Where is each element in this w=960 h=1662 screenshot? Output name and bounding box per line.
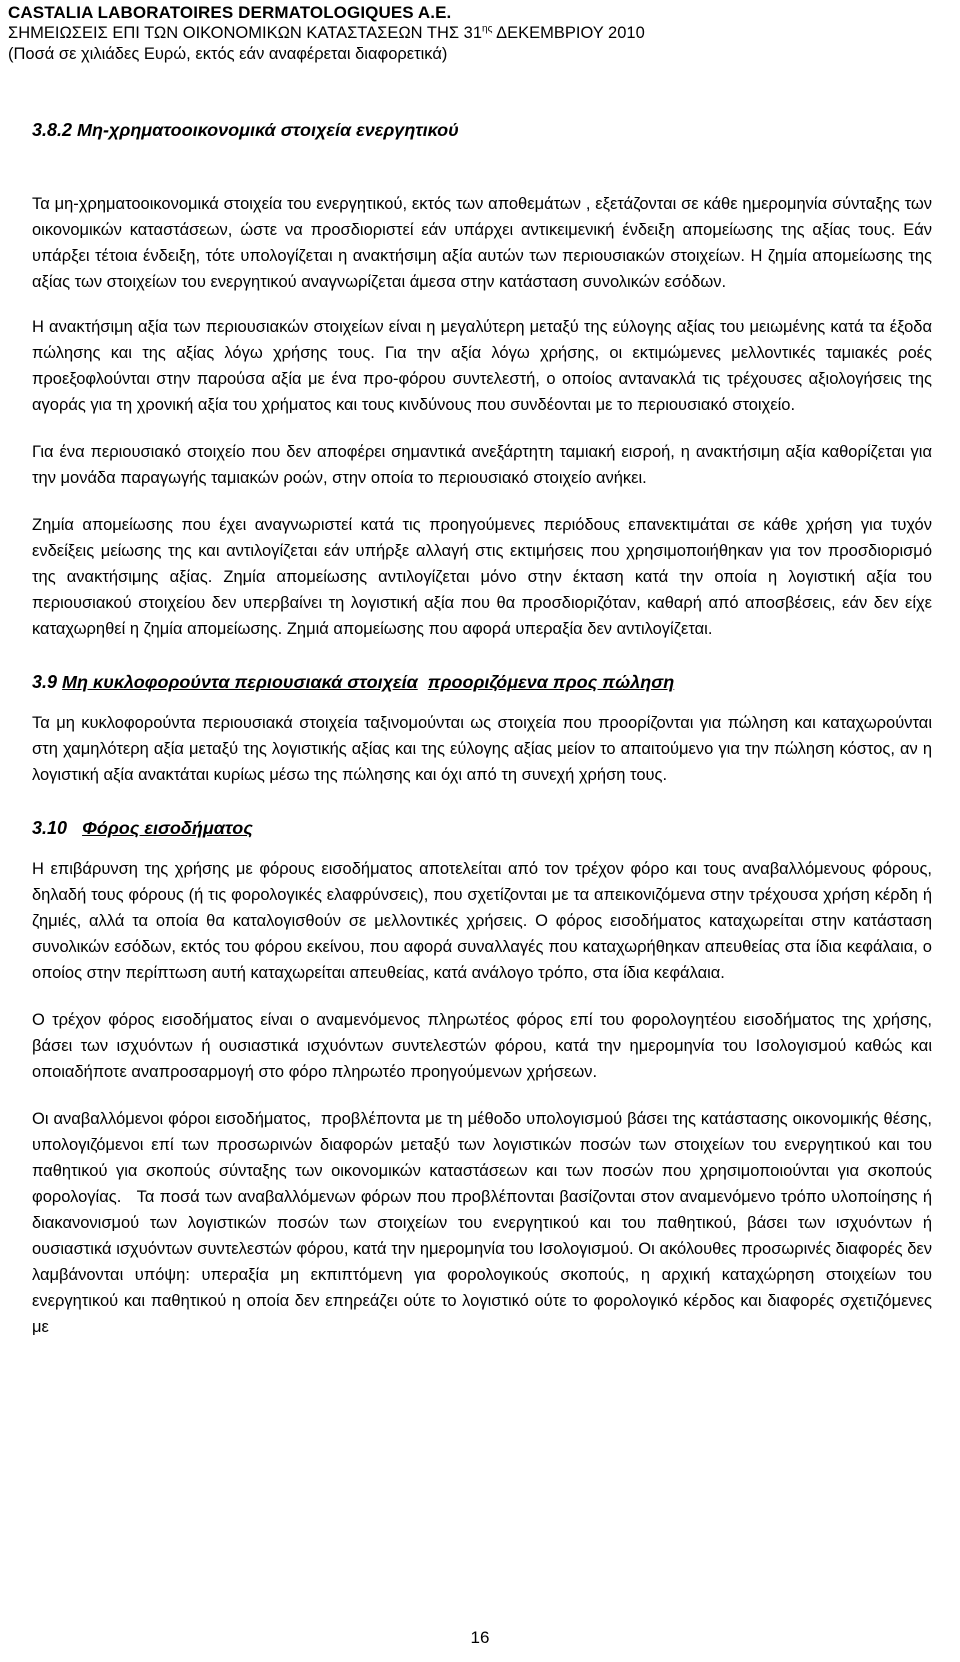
paragraph: Η επιβάρυνση της χρήσης με φόρους εισοδήματος αποτελείται από τον τρέχον φόρο και τους αναβαλλόμενους φόρους, δηλαδή τους φόρους (ή τις φορολογικές ελαφρύνσεις), που σχετίζονται με τα απεικονιζόμενα στην τρέχουσα χρήση κέρδη ή ζημιές, αλλά τα οποία θα καταλογισθούν σε μελλοντικές χρήσεις. Ο φόρος εισοδήματος καταχωρείται στην κατάσταση συνολικών εσόδων, εκτός του φόρου εκείνου, που αφορά συναλλαγές που καταχωρήθηκαν απευθείας στα ίδια κεφάλαια, ο οποίος στην περίπτωση αυτή καταχωρείται απευθείας, κατά ανάλογο τρόπο, στα ίδια κεφάλαια. <box>32 860 932 982</box>
page-number: 16 <box>470 1628 490 1647</box>
section-heading-3-8-2: 3.8.2 Μη-χρηματοοικονομικά στοιχεία ενεργητικού <box>32 120 459 140</box>
notes-title-after: ΔΕΚΕΜΒΡΙΟΥ 2010 <box>492 24 645 42</box>
paragraph: Ζημία απομείωσης που έχει αναγνωριστεί κατά τις προηγούμενες περιόδους επανεκτιμάται σε κάθε χρήση για τυχόν ενδείξεις μείωσης της και αντιλογίζεται εάν υπήρξε αλλαγή στις εκτιμήσεις που χρησιμοποιήθηκαν για τον προσδιορισμό της ανακτήσιμης αξίας. Ζημία απομείωσης αντιλογίζεται μόνο στην έκταση κατά την οποία η λογιστική αξία του περιουσιακού στοιχείου δεν υπερβαίνει τη λογιστική αξία που θα προσδιοριζόταν, καθαρή από αποσβέσεις, εάν δεν είχε καταχωρηθεί η ζημία απομείωσης. Ζημιά απομείωσης που αφορά υπεραξία δεν αντιλογίζεται. <box>32 516 932 638</box>
page-body <box>32 118 937 1340</box>
notes-title-before: ΣΗΜΕΙΩΣΕΙΣ ΕΠΙ ΤΩΝ ΟΙΚΟΝΟΜΙΚΩΝ ΚΑΤΑΣΤΑΣΕΩΝ ΤΗΣ 31 <box>8 24 483 42</box>
notes-title-sup: ης <box>482 23 493 35</box>
notes-title <box>8 23 948 44</box>
paragraph: Τα μη-χρηματοοικονομικά στοιχεία του ενεργητικού, εκτός των αποθεμάτων , εξετάζονται σε κάθε ημερομηνία σύνταξης των οικονομικών καταστάσεων, ώστε να προσδιοριστεί εάν υπάρχει αντικειμενική ένδειξη απομείωσης της αξίας τους. Εάν υπάρξει τέτοια ένδειξη, τότε υπολογίζεται η ανακτήσιμη αξία αυτών των περιουσιακών στοιχείων. Η ζημία απομείωσης της αξίας των στοιχείων του ενεργητικού αναγνωρίζεται άμεσα στην κατάσταση συνολικών εσόδων. <box>32 195 932 291</box>
paragraph: Οι αναβαλλόμενοι φόροι εισοδήματος, προβλέποντα με τη μέθοδο υπολογισμού βάσει της κατάστασης οικονομικής θέσης, υπολογιζόμενοι επί των προσωρινών διαφορών μεταξύ των λογιστικών ποσών των στοιχείων του ενεργητικού και του παθητικού για σκοπούς σύνταξης των οικονομικών καταστάσεων και των ποσών που χρησιμοποιούνται για σκοπούς φορολογίας. Τα ποσά των αναβαλλόμενων φόρων που προβλέπονται βασίζονται στον αναμενόμενο τρόπο υλοποίησης ή διακανονισμού των λογιστικών ποσών των στοιχείων του ενεργητικού και του παθητικού, βάσει των ισχυόντων ή ουσιαστικά ισχυόντων συντελεστών φόρου, κατά την ημερομηνία του Ισολογισμού. Οι ακόλουθες προσωρινές διαφορές δεν λαμβάνονται υπόψη: υπεραξία μη εκπιπτόμενη για φορολογικούς σκοπούς, η αρχική καταχώρηση στοιχείων του ενεργητικού και παθητικού η οποία δεν επηρεάζει ούτε το λογιστικό ούτε το φορολογικό κέρδος και διαφορές σχετιζόμενες με <box>32 1110 937 1336</box>
section-title-part1: Μη κυκλοφορούντα περιουσιακά στοιχεία <box>62 672 418 692</box>
currency-note: (Ποσά σε χιλιάδες Ευρώ, εκτός εάν αναφέρεται διαφορετικά) <box>8 45 448 63</box>
company-name: CASTALIA LABORATOIRES DERMATOLOGIQUES A.E. <box>8 3 452 22</box>
section-title: Φόρος εισοδήματος <box>82 818 253 838</box>
paragraph: Ο τρέχον φόρος εισοδήματος είναι ο αναμενόμενος πληρωτέος φόρος επί του φορολογητέου εισοδήματος της χρήσης, βάσει των ισχυόντων ή ουσιαστικά ισχυόντων συντελεστών φόρου, κατά την ημερομηνία του Ισολογισμού καθώς και οποιαδήποτε αναπροσαρμογή στο φόρο πληρωτέο προηγούμενων χρήσεων. <box>32 1011 932 1081</box>
paragraph: Για ένα περιουσιακό στοιχείο που δεν αποφέρει σημαντικά ανεξάρτητη ταμιακή εισροή, η ανακτήσιμη αξία καθορίζεται για την μονάδα παραγωγής ταμιακών ροών, στην οποία το περιουσιακό στοιχείο ανήκει. <box>32 443 932 487</box>
section-heading-3-9 <box>32 670 932 694</box>
section-number: 3.9 <box>32 672 58 692</box>
paragraph: Τα μη κυκλοφορούντα περιουσιακά στοιχεία ταξινομούνται ως στοιχεία που προορίζονται για πώληση και καταχωρούνται στη χαμηλότερη αξία μεταξύ της λογιστικής αξίας και της εύλογης αξίας μείον το απαιτούμενο για την πώληση κόστος, αν η λογιστική αξία ανακτάται κυρίως μέσω της πώλησης και όχι από τη συνεχή χρήση τους. <box>32 714 932 784</box>
section-title-part2: προοριζόμενα προς πώληση <box>427 672 675 692</box>
page-header <box>8 2 948 65</box>
section-number: 3.10 <box>32 818 68 838</box>
section-heading-3-10 <box>32 816 932 840</box>
paragraph: Η ανακτήσιμη αξία των περιουσιακών στοιχείων είναι η μεγαλύτερη μεταξύ της εύλογης αξίας του μειωμένης κατά τα έξοδα πώλησης και της αξίας λόγω χρήσης τους. Για την αξία λόγω χρήσης, οι εκτιμώμενες μελλοντικές ταμιακές ροές προεξοφλούνται στην παρούσα αξία με ένα προ-φόρου συντελεστή, ο οποίος αντανακλά τις τρέχουσες αξιολογήσεις της αγοράς για τη χρονική αξία του χρήματος και τους κινδύνους που συνδέονται με το περιουσιακό στοιχείο. <box>32 318 932 414</box>
